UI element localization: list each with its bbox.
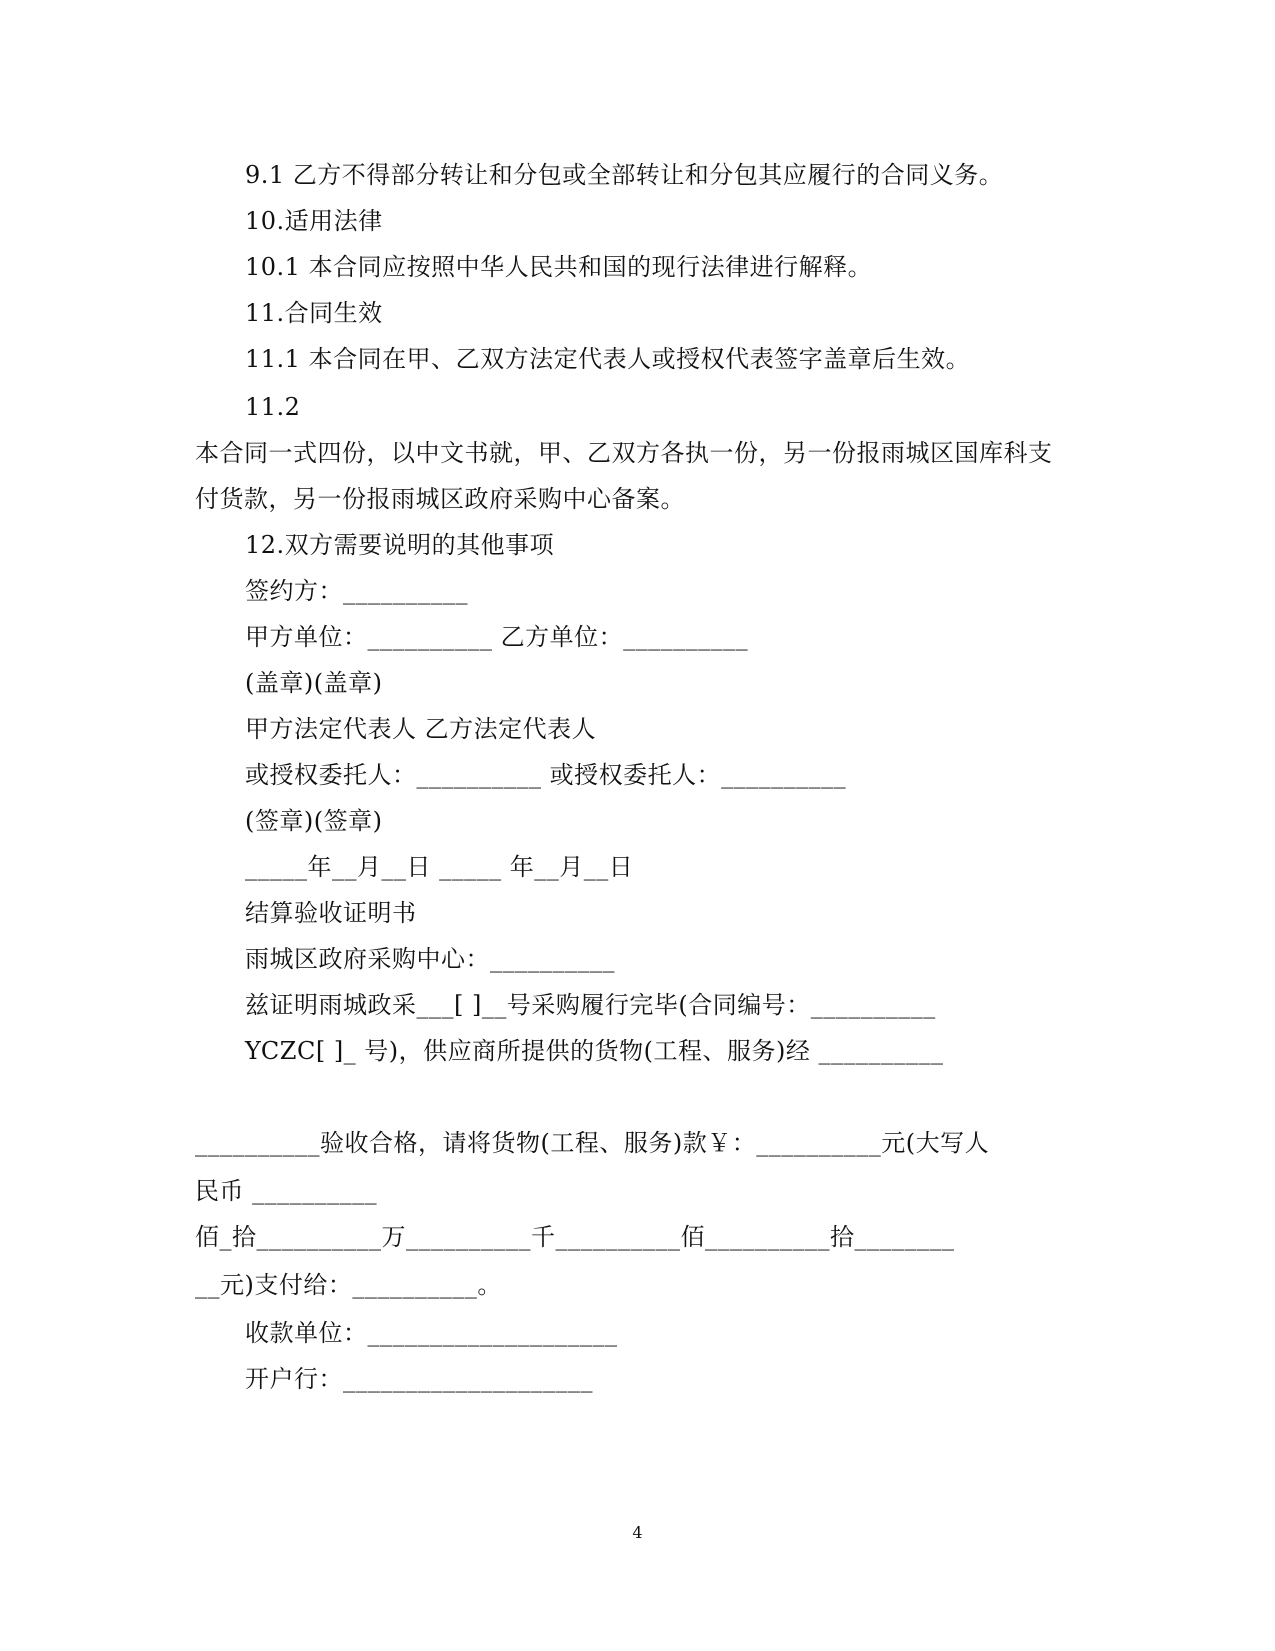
clause-11-2-text-line2: 付货款，另一份报雨城区政府采购中心备案。: [195, 485, 685, 513]
clause-11-2-text-line1: 本合同一式四份，以中文书就，甲、乙双方各执一份，另一份报雨城区国库科支: [195, 439, 1053, 467]
certificate-line2: YCZC[ ]_ 号)，供应商所提供的货物(工程、服务)经 __________: [245, 1037, 944, 1065]
payment-line2: 民币 __________: [195, 1177, 378, 1205]
signing-party-line: 签约方：__________: [245, 577, 468, 605]
acceptance-certificate-title: 结算验收证明书: [245, 899, 417, 927]
certificate-line1: 兹证明雨城政采___[ ]__号采购履行完毕(合同编号：__________: [245, 991, 936, 1019]
clause-11-2-number: 11.2: [245, 393, 301, 421]
clause-9-1: 9.1 乙方不得部分转让和分包或全部转让和分包其应履行的合同义务。: [245, 161, 1004, 189]
amount-in-words-line: 佰_拾__________万__________千__________佰__________拾________: [195, 1223, 955, 1251]
heading-11: 11.合同生效: [245, 299, 383, 327]
heading-10: 10.适用法律: [245, 207, 383, 235]
clause-11-1: 11.1 本合同在甲、乙双方法定代表人或授权代表签字盖章后生效。: [245, 345, 971, 373]
party-units-line: 甲方单位：__________ 乙方单位：__________: [245, 623, 749, 651]
payee-unit-line: 收款单位：____________________: [245, 1319, 618, 1347]
page-number: 4: [632, 1523, 643, 1542]
procurement-center-line: 雨城区政府采购中心：__________: [245, 945, 615, 973]
date-line: _____年__月__日 _____ 年__月__日: [245, 853, 634, 881]
authorized-agents-line: 或授权委托人：__________ 或授权委托人：__________: [245, 761, 847, 789]
signature-line: (签章)(签章): [245, 807, 383, 835]
legal-representatives-line: 甲方法定代表人 乙方法定代表人: [245, 715, 597, 743]
bank-line: 开户行：____________________: [245, 1365, 593, 1393]
seal-line: (盖章)(盖章): [245, 669, 383, 697]
clause-10-1: 10.1 本合同应按照中华人民共和国的现行法律进行解释。: [245, 253, 873, 281]
pay-to-line: __元)支付给：__________。: [195, 1271, 502, 1299]
heading-12: 12.双方需要说明的其他事项: [245, 531, 555, 559]
payment-line1: __________验收合格，请将货物(工程、服务)款￥：__________元(大写人: [195, 1129, 990, 1157]
